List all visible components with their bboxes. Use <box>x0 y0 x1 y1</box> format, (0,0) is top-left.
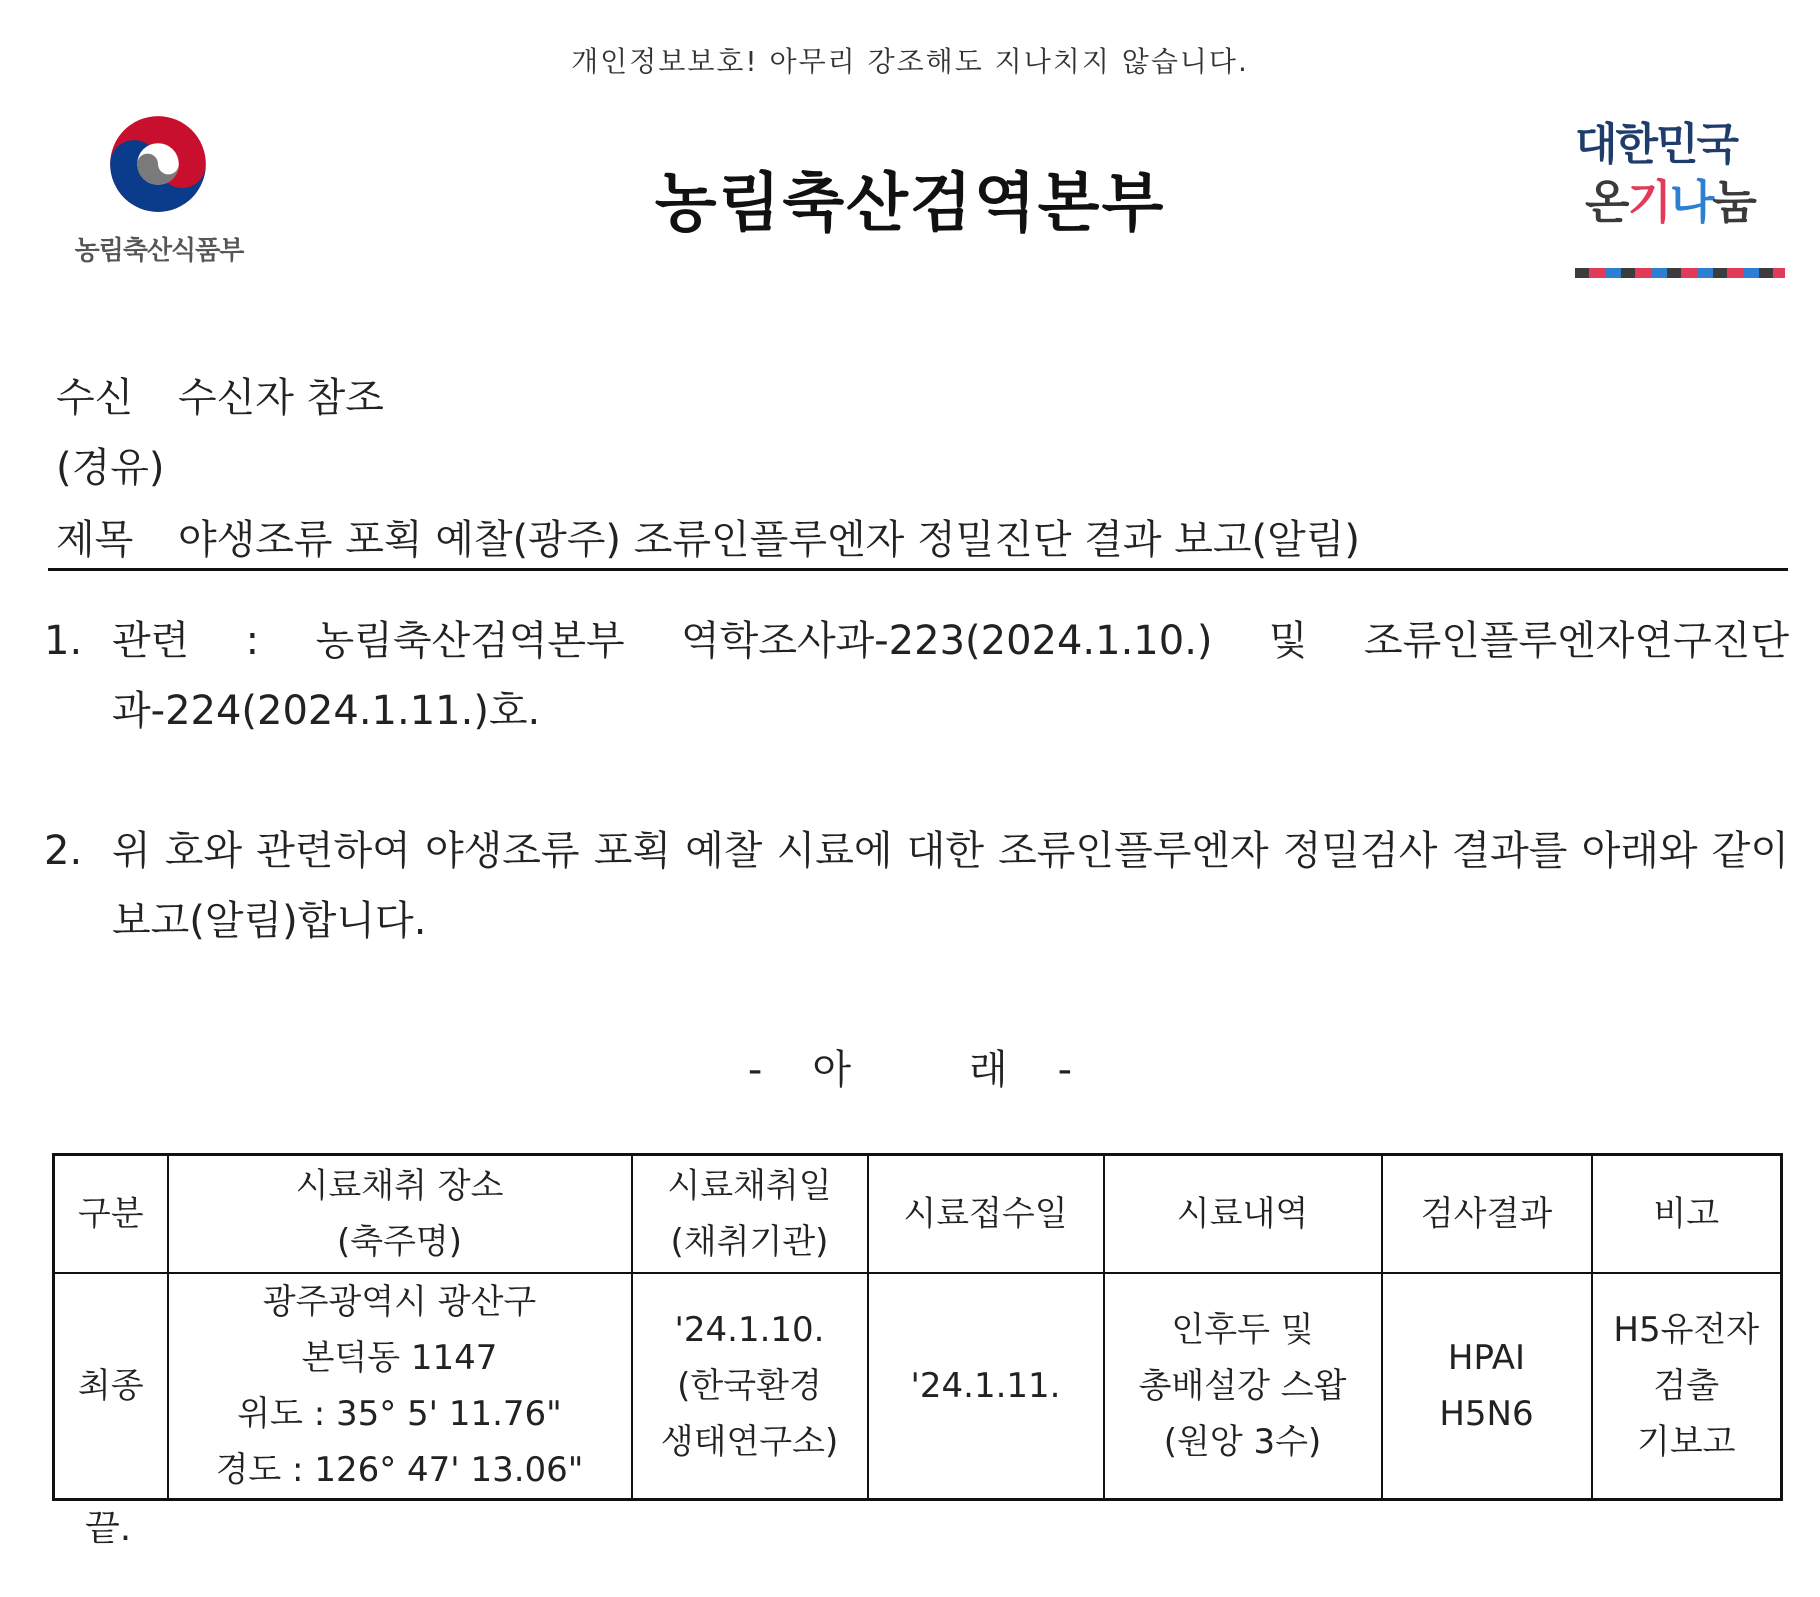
header-text: 구분 <box>77 1194 144 1234</box>
cell-received: '24.1.11. <box>868 1273 1104 1500</box>
header-text: 시료접수일 <box>903 1194 1068 1234</box>
campaign-logo-char: 나 <box>1669 175 1713 229</box>
header-result <box>1382 1155 1592 1274</box>
table-row <box>54 1273 1782 1500</box>
campaign-logo-char: 눔 <box>1712 175 1755 229</box>
item-number: 2. <box>44 828 83 874</box>
cell-location <box>168 1273 632 1500</box>
header-subtext: (축주명) <box>336 1222 463 1262</box>
cell-line: H5N6 <box>1439 1394 1534 1434</box>
results-table <box>52 1153 1783 1501</box>
header-divider <box>48 568 1788 571</box>
cell-line: (한국환경 <box>677 1366 822 1406</box>
recipient-label: 수신 <box>56 375 134 421</box>
privacy-slogan: 개인정보보호! 아무리 강조해도 지나치지 않습니다. <box>571 45 1249 78</box>
end-mark: 끝. <box>85 1508 132 1549</box>
cell-line: (원앙 3수) <box>1163 1422 1322 1462</box>
recipient-line <box>56 366 384 423</box>
campaign-logo <box>1575 108 1785 288</box>
header-sampling-date <box>632 1155 868 1274</box>
cell-line: 광주광역시 광산구 <box>262 1282 537 1322</box>
campaign-logo-line1: 대한민국 <box>1575 119 1738 170</box>
cell-sampling <box>632 1273 868 1500</box>
latitude: 위도 : 35° 5' 11.76" <box>237 1394 562 1434</box>
via-line: (경유) <box>56 445 165 491</box>
cell-line: 총배설강 스왑 <box>1138 1366 1347 1406</box>
campaign-logo-line2 <box>1585 166 1755 232</box>
header-category <box>54 1155 168 1274</box>
cell-line: 생태연구소) <box>660 1422 839 1462</box>
cell-remark <box>1592 1273 1782 1500</box>
cell-line: HPAI <box>1447 1338 1526 1378</box>
header-received-date <box>868 1155 1104 1274</box>
cell-line: 본덕동 1147 <box>301 1338 498 1378</box>
campaign-logo-bar <box>1575 268 1785 278</box>
item-1 <box>44 606 1789 746</box>
below-char: 아 <box>812 1047 851 1093</box>
header-text: 시료채취일 <box>667 1166 832 1206</box>
below-heading <box>0 1038 1820 1095</box>
agency-title: 농림축산검역본부 <box>654 167 1166 241</box>
item-text: 관련 : 농림축산검역본부 역학조사과-223(2024.1.10.) 및 조류인플루엔자연구진단과-224(2024.1.11.)호. <box>112 618 1789 734</box>
campaign-logo-char: 기 <box>1627 175 1670 229</box>
subject-label: 제목 <box>56 517 134 563</box>
below-dash: - <box>1057 1047 1073 1093</box>
below-char: 래 <box>969 1047 1008 1093</box>
header-subtext: (채취기관) <box>670 1222 829 1262</box>
cell-category: 최종 <box>54 1273 168 1500</box>
header-text: 시료채취 장소 <box>295 1166 504 1206</box>
header-sample-detail <box>1104 1155 1382 1274</box>
header-text: 비고 <box>1653 1194 1720 1234</box>
table-header-row <box>54 1155 1782 1274</box>
header-text: 검사결과 <box>1420 1194 1553 1234</box>
ministry-logo-label: 농림축산식품부 <box>74 236 244 266</box>
subject-line <box>56 508 1360 565</box>
campaign-logo-char: 온 <box>1585 175 1628 229</box>
cell-line: 인후두 및 <box>1171 1310 1314 1350</box>
cell-line: 기보고 <box>1636 1422 1736 1462</box>
item-2 <box>44 816 1789 956</box>
cell-sample-detail <box>1104 1273 1382 1500</box>
recipient-value: 수신자 참조 <box>178 375 384 421</box>
item-text: 위 호와 관련하여 야생조류 포획 예찰 시료에 대한 조류인플루엔자 정밀검사 결과를 아래와 같이 보고(알림)합니다. <box>112 828 1789 944</box>
cell-result <box>1382 1273 1592 1500</box>
header-text: 시료내역 <box>1176 1194 1309 1234</box>
item-number: 1. <box>44 618 83 664</box>
header-location <box>168 1155 632 1274</box>
cell-line: H5유전자 <box>1613 1310 1760 1350</box>
longitude: 경도 : 126° 47' 13.06" <box>215 1450 584 1490</box>
cell-line: '24.1.10. <box>674 1310 825 1350</box>
header-remark <box>1592 1155 1782 1274</box>
subject-value: 야생조류 포획 예찰(광주) 조류인플루엔자 정밀진단 결과 보고(알림) <box>178 517 1360 563</box>
below-dash: - <box>747 1047 763 1093</box>
cell-line: 검출 <box>1653 1366 1720 1406</box>
